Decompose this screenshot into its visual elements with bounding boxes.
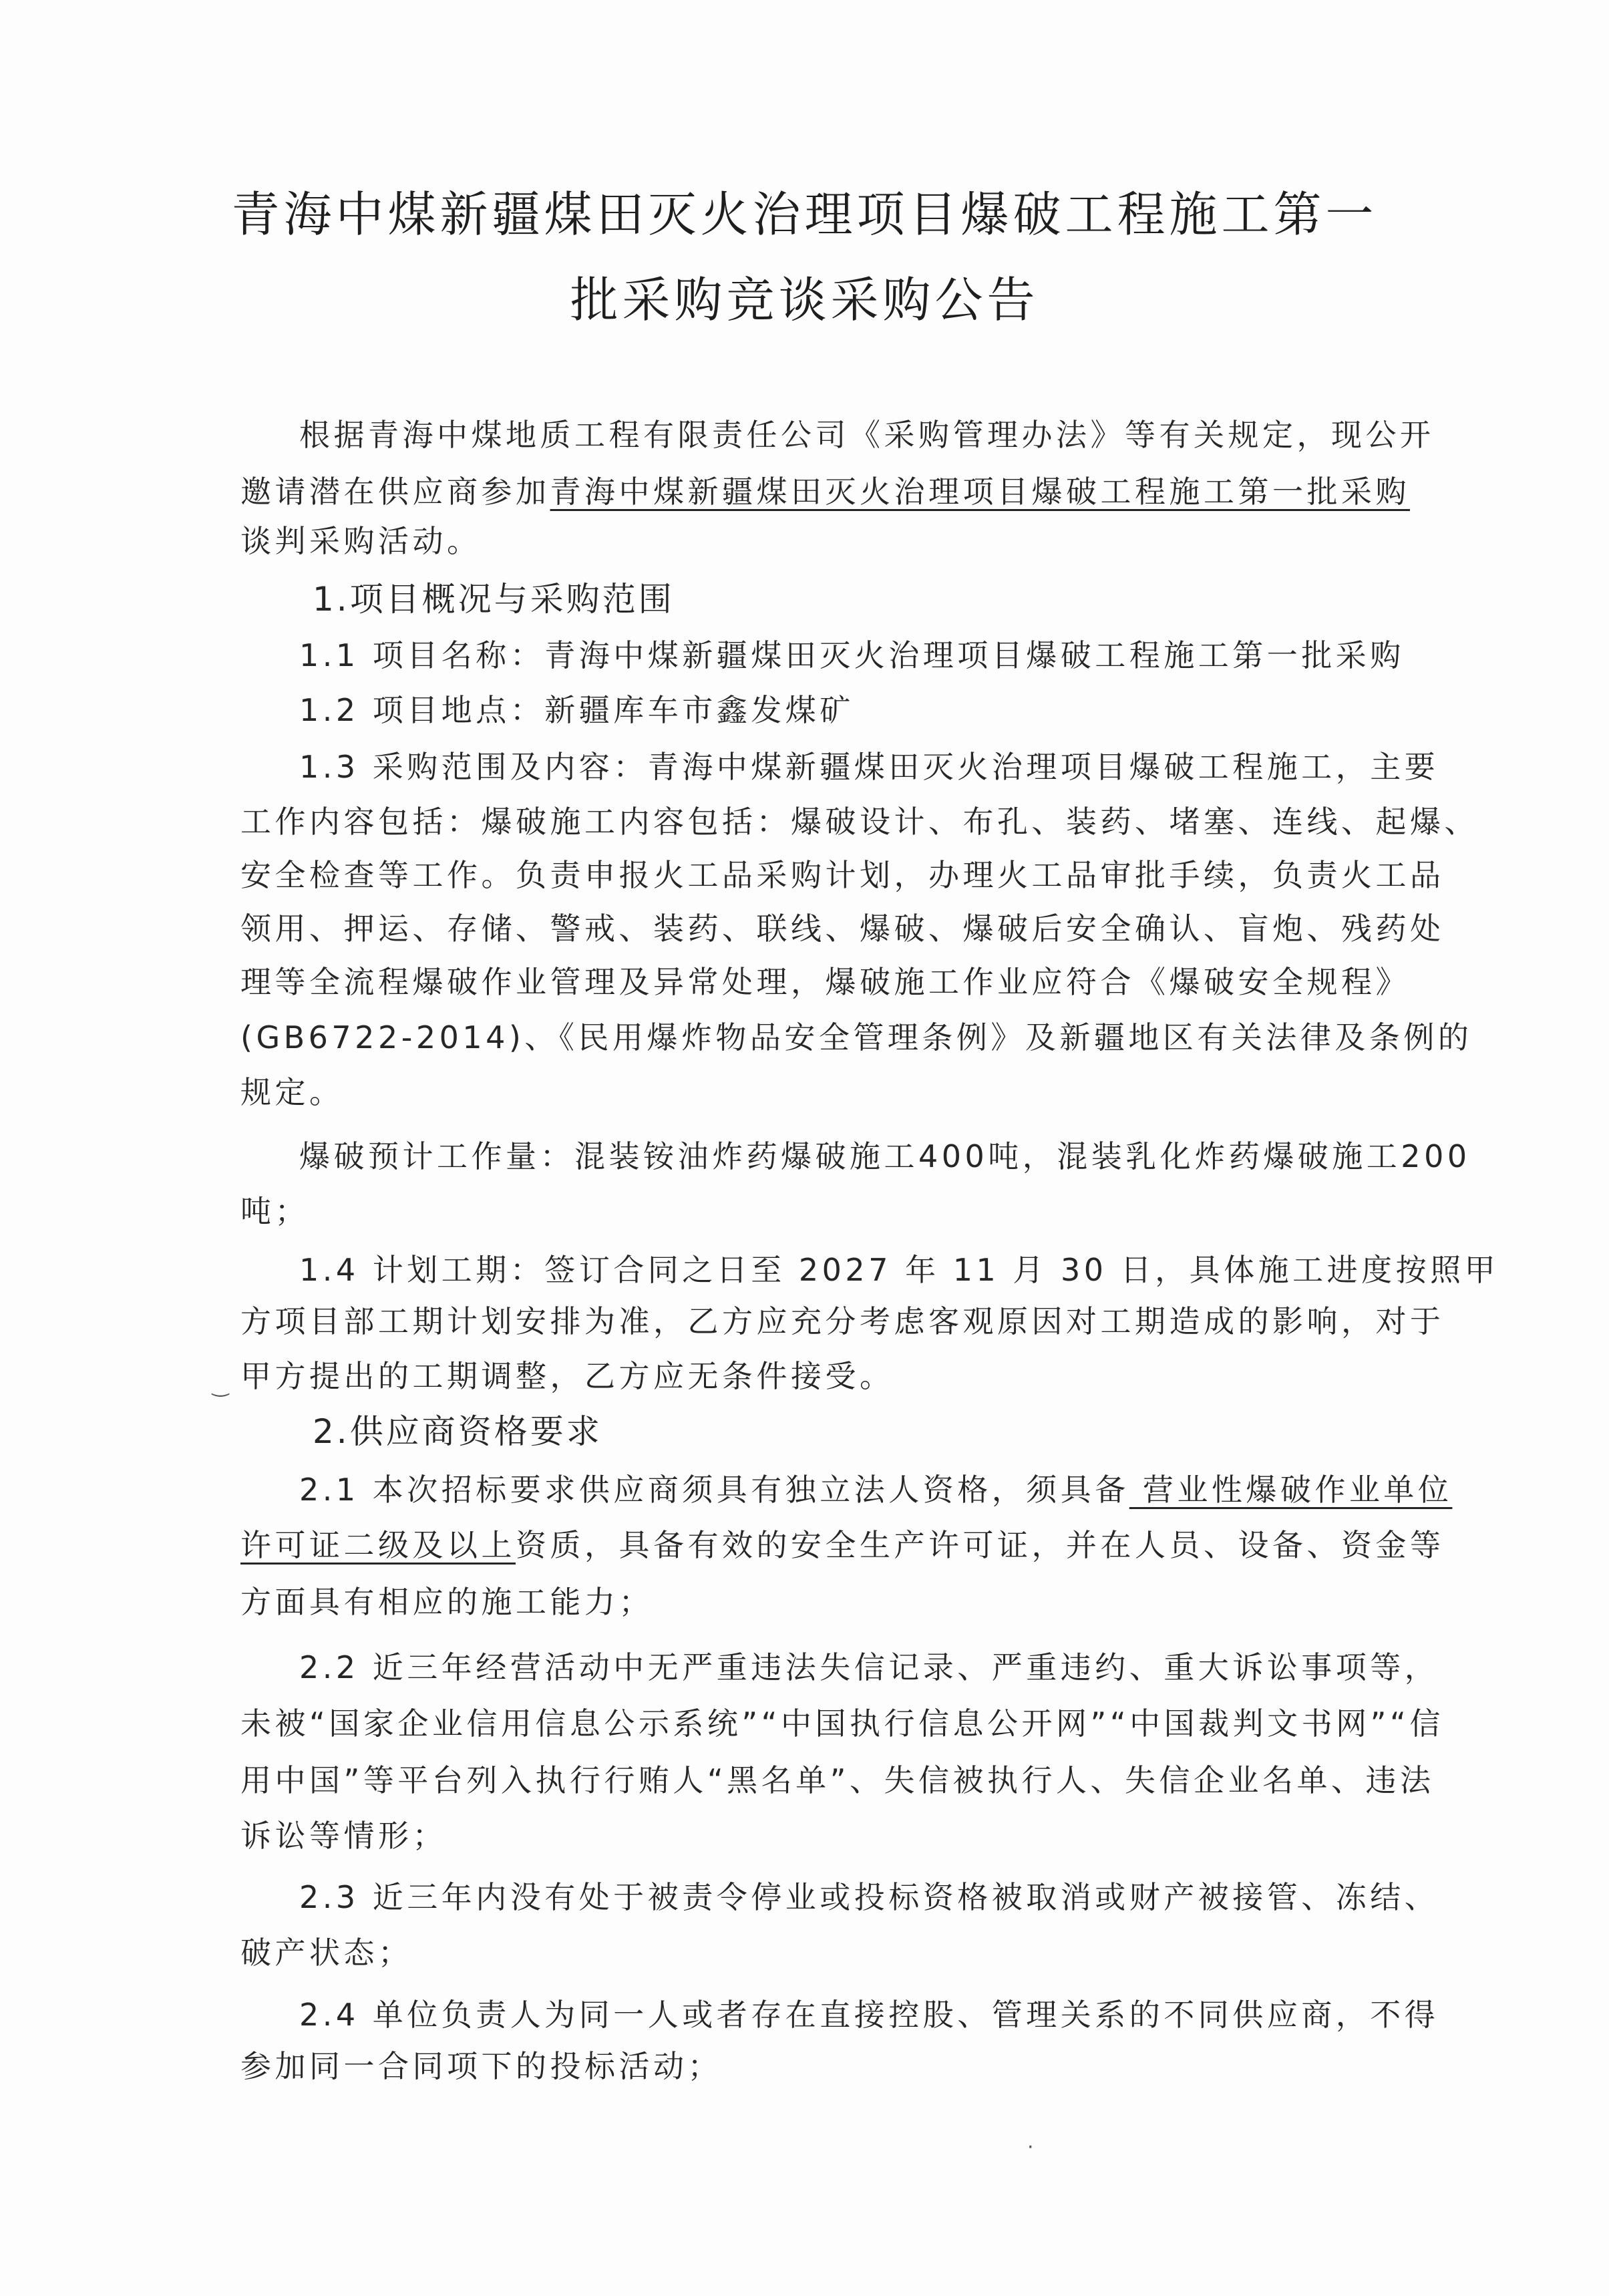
document-title-line-2: 批采购竞谈采购公告 [570,272,1039,328]
item-1-3-line-3: 安全检查等工作。负责申报火工品采购计划，办理火工品审批手续，负责火工品 [240,857,1445,893]
section-1-heading: 1.项目概况与采购范围 [313,580,675,619]
item-2-2-line-4: 诉讼等情形； [240,1818,447,1854]
item-2-1-license-underlined-b: 许可证二级及以上 [240,1527,516,1563]
item-1-4-line-2: 方项目部工期计划安排为准，乙方应充分考虑客观原因对工期造成的影响，对于 [240,1303,1445,1339]
item-1-2: 1.2 项目地点：新疆库车市鑫发煤矿 [299,692,854,728]
margin-tick-mark: ‿ [212,1374,229,1398]
item-1-3-line-7: 规定。 [240,1074,344,1110]
intro-line-1: 根据青海中煤地质工程有限责任公司《采购管理办法》等有关规定，现公开 [299,417,1435,453]
item-2-1-line-2 [240,1527,1445,1563]
item-2-1-line-2-suffix: 资质，具备有效的安全生产许可证，并在人员、设备、资金等 [516,1527,1445,1563]
intro-project-name-underlined: 青海中煤新疆煤田灭火治理项目爆破工程施工第一批采购 [550,474,1410,510]
workload-line-2: 吨； [240,1193,309,1229]
item-2-2-line-3: 用中国”等平台列入执行行贿人“黑名单”、失信被执行人、失信企业名单、违法 [240,1762,1435,1798]
document-title-line-1: 青海中煤新疆煤田灭火治理项目爆破工程施工第一 [231,186,1378,242]
intro-line-2-prefix: 邀请潜在供应商参加 [240,474,550,510]
item-1-3-line-5: 理等全流程爆破作业管理及异常处理，爆破施工作业应符合《爆破安全规程》 [240,964,1410,1000]
item-2-3-line-2: 破产状态； [240,1935,413,1971]
item-2-1-line-1-prefix: 2.1 本次招标要求供应商须具有独立法人资格，须具备 [299,1472,1129,1508]
item-1-3-line-4: 领用、押运、存储、警戒、装药、联线、爆破、爆破后安全确认、盲炮、残药处 [240,911,1445,947]
scan-dot-mark: · [1027,2136,1034,2159]
item-2-4-line-2: 参加同一合同项下的投标活动； [240,2048,722,2084]
item-2-2-line-2: 未被“国家企业信用信息公示系统”“中国执行信息公开网”“中国裁判文书网”“信 [240,1705,1444,1742]
item-1-3-line-1: 1.3 采购范围及内容：青海中煤新疆煤田灭火治理项目爆破工程施工，主要 [299,749,1439,785]
item-1-3-line-6: (GB6722-2014)、《民用爆炸物品安全管理条例》及新疆地区有关法律及条例的 [240,1019,1473,1055]
item-1-1: 1.1 项目名称：青海中煤新疆煤田灭火治理项目爆破工程施工第一批采购 [299,637,1405,673]
item-2-1-line-3: 方面具有相应的施工能力； [240,1584,653,1620]
item-2-2-line-1: 2.2 近三年经营活动中无严重违法失信记录、严重违约、重大诉讼事项等， [299,1649,1439,1685]
intro-line-2 [240,474,1410,510]
workload-line-1: 爆破预计工作量：混装铵油炸药爆破施工400吨，混装乳化炸药爆破施工200 [299,1138,1471,1174]
item-2-3-line-1: 2.3 近三年内没有处于被责令停业或投标资格被取消或财产被接管、冻结、 [299,1879,1439,1915]
item-1-4-line-3: 甲方提出的工期调整，乙方应无条件接受。 [240,1358,894,1394]
item-1-3-line-2: 工作内容包括：爆破施工内容包括：爆破设计、布孔、装药、堵塞、连线、起爆、 [240,804,1479,840]
item-2-1-license-underlined-a: 营业性爆破作业单位 [1129,1472,1453,1508]
item-2-4-line-1: 2.4 单位负责人为同一人或者存在直接控股、管理关系的不同供应商，不得 [299,1997,1439,2033]
section-2-heading: 2.供应商资格要求 [313,1412,602,1451]
intro-line-3: 谈判采购活动。 [240,523,482,559]
item-1-4-line-1: 1.4 计划工期：签订合同之日至 2027 年 11 月 30 日，具体施工进度按照甲 [299,1252,1499,1288]
item-2-1-line-1 [299,1472,1453,1508]
